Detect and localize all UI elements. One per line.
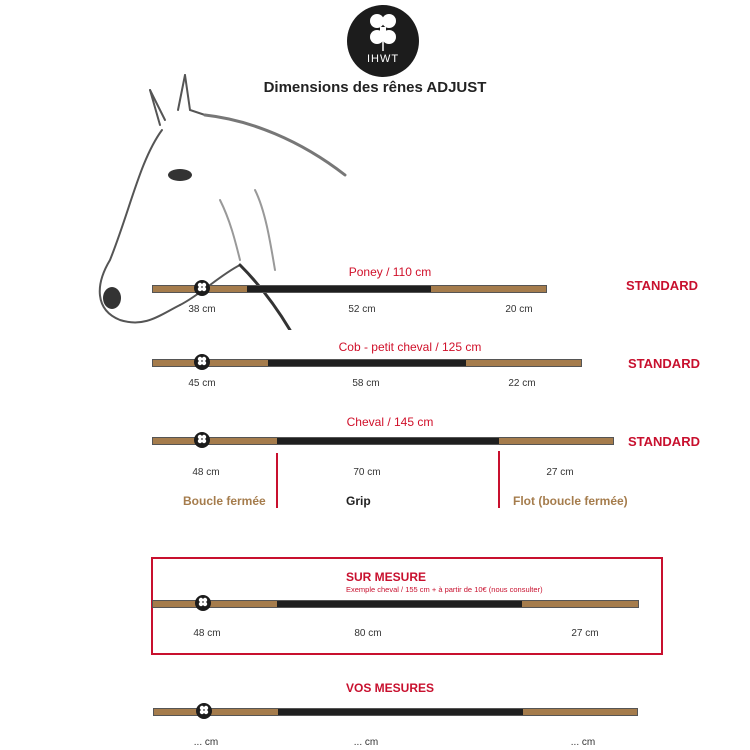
horse-eye xyxy=(168,169,192,181)
your-measures-title: VOS MESURES xyxy=(346,681,435,695)
segment-length: 48 cm xyxy=(193,628,221,639)
ihwt-logo xyxy=(347,5,419,77)
clover-knob-icon xyxy=(194,354,210,370)
segment-length: 48 cm xyxy=(192,467,220,478)
boundary-line xyxy=(276,453,278,508)
clover-knob-icon xyxy=(194,432,210,448)
rein-custom-bar xyxy=(152,600,639,608)
horse-nostril xyxy=(103,287,121,309)
segment-length: 20 cm xyxy=(505,304,533,315)
standard-badge: STANDARD xyxy=(626,278,698,293)
clover-knob-icon xyxy=(196,703,212,719)
segment-length: 27 cm xyxy=(571,628,599,639)
part-label-flot: Flot (boucle fermée) xyxy=(513,494,628,508)
rein-poney-title: Poney / 110 cm xyxy=(348,265,432,279)
custom-subtitle: Exemple cheval / 155 cm + à partir de 10€ (nous consulter) xyxy=(346,585,543,594)
segment-length: ... cm xyxy=(353,737,379,748)
clover-icon xyxy=(347,7,419,57)
rein-yours-bar xyxy=(153,708,638,716)
rein-poney-bar xyxy=(152,285,547,293)
segment-length: 45 cm xyxy=(188,378,216,389)
segment-length: 52 cm xyxy=(348,304,376,315)
part-label-loop: Boucle fermée xyxy=(183,494,266,508)
segment-length: ... cm xyxy=(193,737,219,748)
clover-knob-icon xyxy=(195,595,211,611)
segment-length: 70 cm xyxy=(353,467,381,478)
segment-length: 80 cm xyxy=(354,628,382,639)
segment-length: 38 cm xyxy=(188,304,216,315)
rein-cheval-title: Cheval / 145 cm xyxy=(346,415,434,429)
segment-length: ... cm xyxy=(570,737,596,748)
logo-text: IHWT xyxy=(366,53,400,65)
segment-length: 58 cm xyxy=(352,378,380,389)
custom-title: SUR MESURE xyxy=(346,570,427,584)
page-title: Dimensions des rênes ADJUST xyxy=(263,79,487,96)
boundary-line xyxy=(498,451,500,508)
standard-badge: STANDARD xyxy=(628,434,700,449)
rein-cheval-bar xyxy=(152,437,614,445)
clover-knob-icon xyxy=(194,280,210,296)
part-label-grip: Grip xyxy=(346,494,371,508)
segment-length: 22 cm xyxy=(508,378,536,389)
standard-badge: STANDARD xyxy=(628,356,700,371)
segment-length: 27 cm xyxy=(546,467,574,478)
rein-cob-title: Cob - petit cheval / 125 cm xyxy=(338,340,482,354)
rein-cob-bar xyxy=(152,359,582,367)
